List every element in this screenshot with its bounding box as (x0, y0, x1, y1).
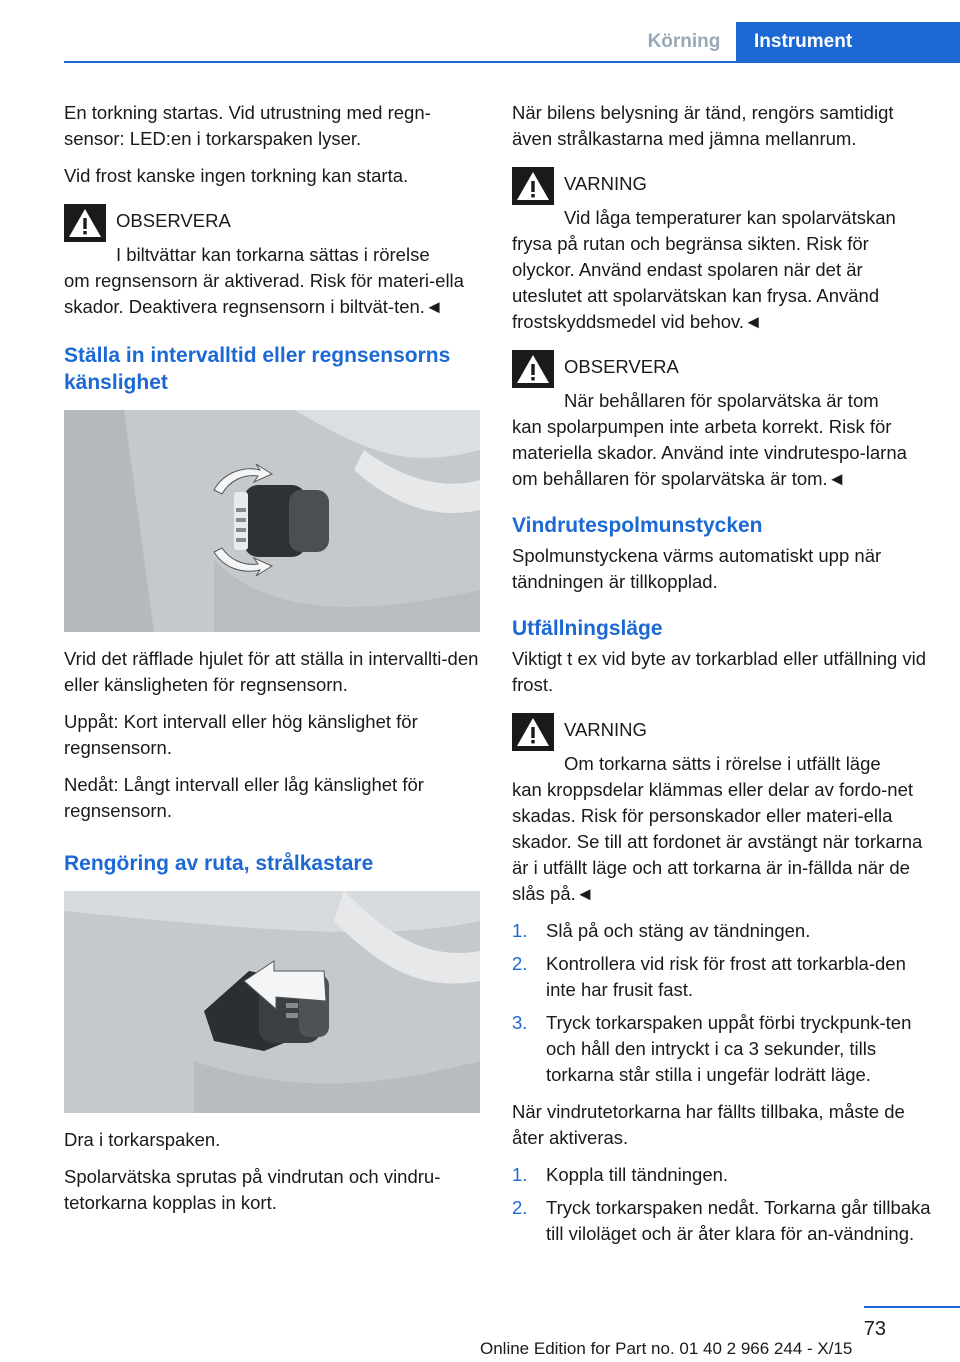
warning-first-line: Vid låga temperaturer kan spolarvätskan (564, 207, 896, 228)
warning-box-biltvatt (64, 200, 480, 320)
warning-box-temperatur (512, 163, 932, 335)
warning-title: VARNING (564, 719, 647, 740)
page-header (0, 0, 960, 62)
paragraph-munstycken: Spolmunstyckena värms automatiskt upp när tändningen är tillkopplad. (512, 545, 882, 592)
page-number: 73 (863, 1318, 886, 1340)
warning-title: VARNING (564, 173, 647, 194)
warning-text: kan kroppsdelar klämmas eller delar av fordo-net skadas. Risk för personskador eller materi-ella skador. Se till att fordonet är avstängt när torkarna är i utfällt läge och att torkarna är in-fällda när de slås på.◄ (512, 779, 923, 904)
paragraph-torkning-startas: En torkning startas. Vid utrustning med regn-sensor: LED:en i torkarspaken lyser. (64, 102, 431, 149)
chapter-tab-instrument[interactable]: Instrument (736, 22, 960, 62)
step-number: 3. (512, 1012, 528, 1033)
step-number: 1. (512, 1164, 528, 1185)
warning-first-line: När behållaren för spolarvätska är tom (564, 390, 879, 411)
section-heading-munstycken: Vindrutespolmunstycken (512, 514, 763, 537)
warning-box-tom-behallare (512, 346, 932, 492)
right-column (512, 100, 932, 1258)
edition-note: Online Edition for Part no. 01 40 2 966 244 - X/15 (480, 1339, 853, 1358)
paragraph-spolarvatska: Spolarvätska sprutas på vindrutan och vindru-tetorkarna kopplas in kort. (64, 1166, 441, 1213)
footer-rule (864, 1306, 960, 1308)
warning-text: om regnsensorn är aktiverad. Risk för materi-ella skador. Deaktivera regnsensorn i biltvät-ten.◄ (64, 270, 464, 317)
wiper-stalk-wheel-illustration (64, 410, 480, 632)
paragraph-nedat: Nedåt: Långt intervall eller låg känslighet för regnsensorn. (64, 774, 424, 821)
warning-title: OBSERVERA (116, 210, 231, 231)
paragraph-dra: Dra i torkarspaken. (64, 1129, 221, 1150)
warning-icon (512, 167, 554, 205)
list-item (512, 918, 932, 944)
warning-icon (512, 713, 554, 751)
paragraph-aktiveras: När vindrutetorkarna har fällts tillbaka, måste de åter aktiveras. (512, 1101, 905, 1148)
steps-list-aktivering (512, 1162, 932, 1247)
warning-icon (512, 350, 554, 388)
step-text: Tryck torkarspaken uppåt förbi tryckpunk-ten och håll den intryckt i ca 3 sekunder, tills torkarna står stilla i ungefär lodrätt läge. (546, 1012, 912, 1085)
paragraph-viktigt: Viktigt t ex vid byte av torkarblad eller utfällning vid frost. (512, 648, 927, 695)
warning-text: frysa på rutan och begränsa sikten. Risk för olyckor. Använd endast spolaren när det är uteslutet att spolarvätskan kan frysa. Använd frostskyddsmedel vid behov.◄ (512, 233, 880, 332)
section-heading-utfallning: Utfällningsläge (512, 617, 663, 640)
warning-title: OBSERVERA (564, 356, 679, 377)
paragraph-uppat: Uppåt: Kort intervall eller hög känslighet för regnsensorn. (64, 711, 418, 758)
step-text: Kontrollera vid risk för frost att torkarbla-den inte har frusit fast. (546, 953, 906, 1000)
step-number: 1. (512, 920, 528, 941)
warning-text: kan spolarpumpen inte arbeta korrekt. Risk för materiella skador. Använd inte vindrutespo-larna om behållaren för spolarvätska är tom.◄ (512, 416, 907, 489)
list-item (512, 1195, 932, 1247)
wiper-stalk-pull-illustration (64, 891, 480, 1113)
step-number: 2. (512, 1197, 528, 1218)
warning-box-utfallt-lage (512, 709, 932, 907)
header-rule (64, 61, 960, 63)
left-column (64, 100, 480, 1227)
step-text: Koppla till tändningen. (546, 1164, 729, 1185)
list-item (512, 951, 932, 1003)
list-item (512, 1162, 932, 1188)
paragraph-vrid-hjulet: Vrid det räfflade hjulet för att ställa in intervallti-den eller känsligheten för regnsensorn. (64, 648, 479, 695)
step-number: 2. (512, 953, 528, 974)
section-heading-rengoring: Rengöring av ruta, strålkastare (64, 852, 374, 875)
list-item (512, 1010, 932, 1088)
warning-first-line: I biltvättar kan torkarna sättas i rörelse (116, 244, 430, 265)
warning-icon (64, 204, 106, 242)
paragraph-frost: Vid frost kanske ingen torkning kan starta. (64, 165, 409, 186)
step-text: Slå på och stäng av tändningen. (546, 920, 811, 941)
paragraph-belysning: När bilens belysning är tänd, rengörs samtidigt även strålkastarna med jämna mellanrum. (512, 102, 894, 149)
step-text: Tryck torkarspaken nedåt. Torkarna går tillbaka till viloläget och är åter klara för an-vändning. (546, 1197, 931, 1244)
steps-list-utfallning (512, 918, 932, 1088)
warning-first-line: Om torkarna sätts i rörelse i utfällt läge (564, 753, 881, 774)
chapter-tab-korning[interactable]: Körning (647, 31, 721, 52)
section-heading-intervall: Ställa in intervalltid eller regnsensorns känslighet (64, 344, 451, 394)
